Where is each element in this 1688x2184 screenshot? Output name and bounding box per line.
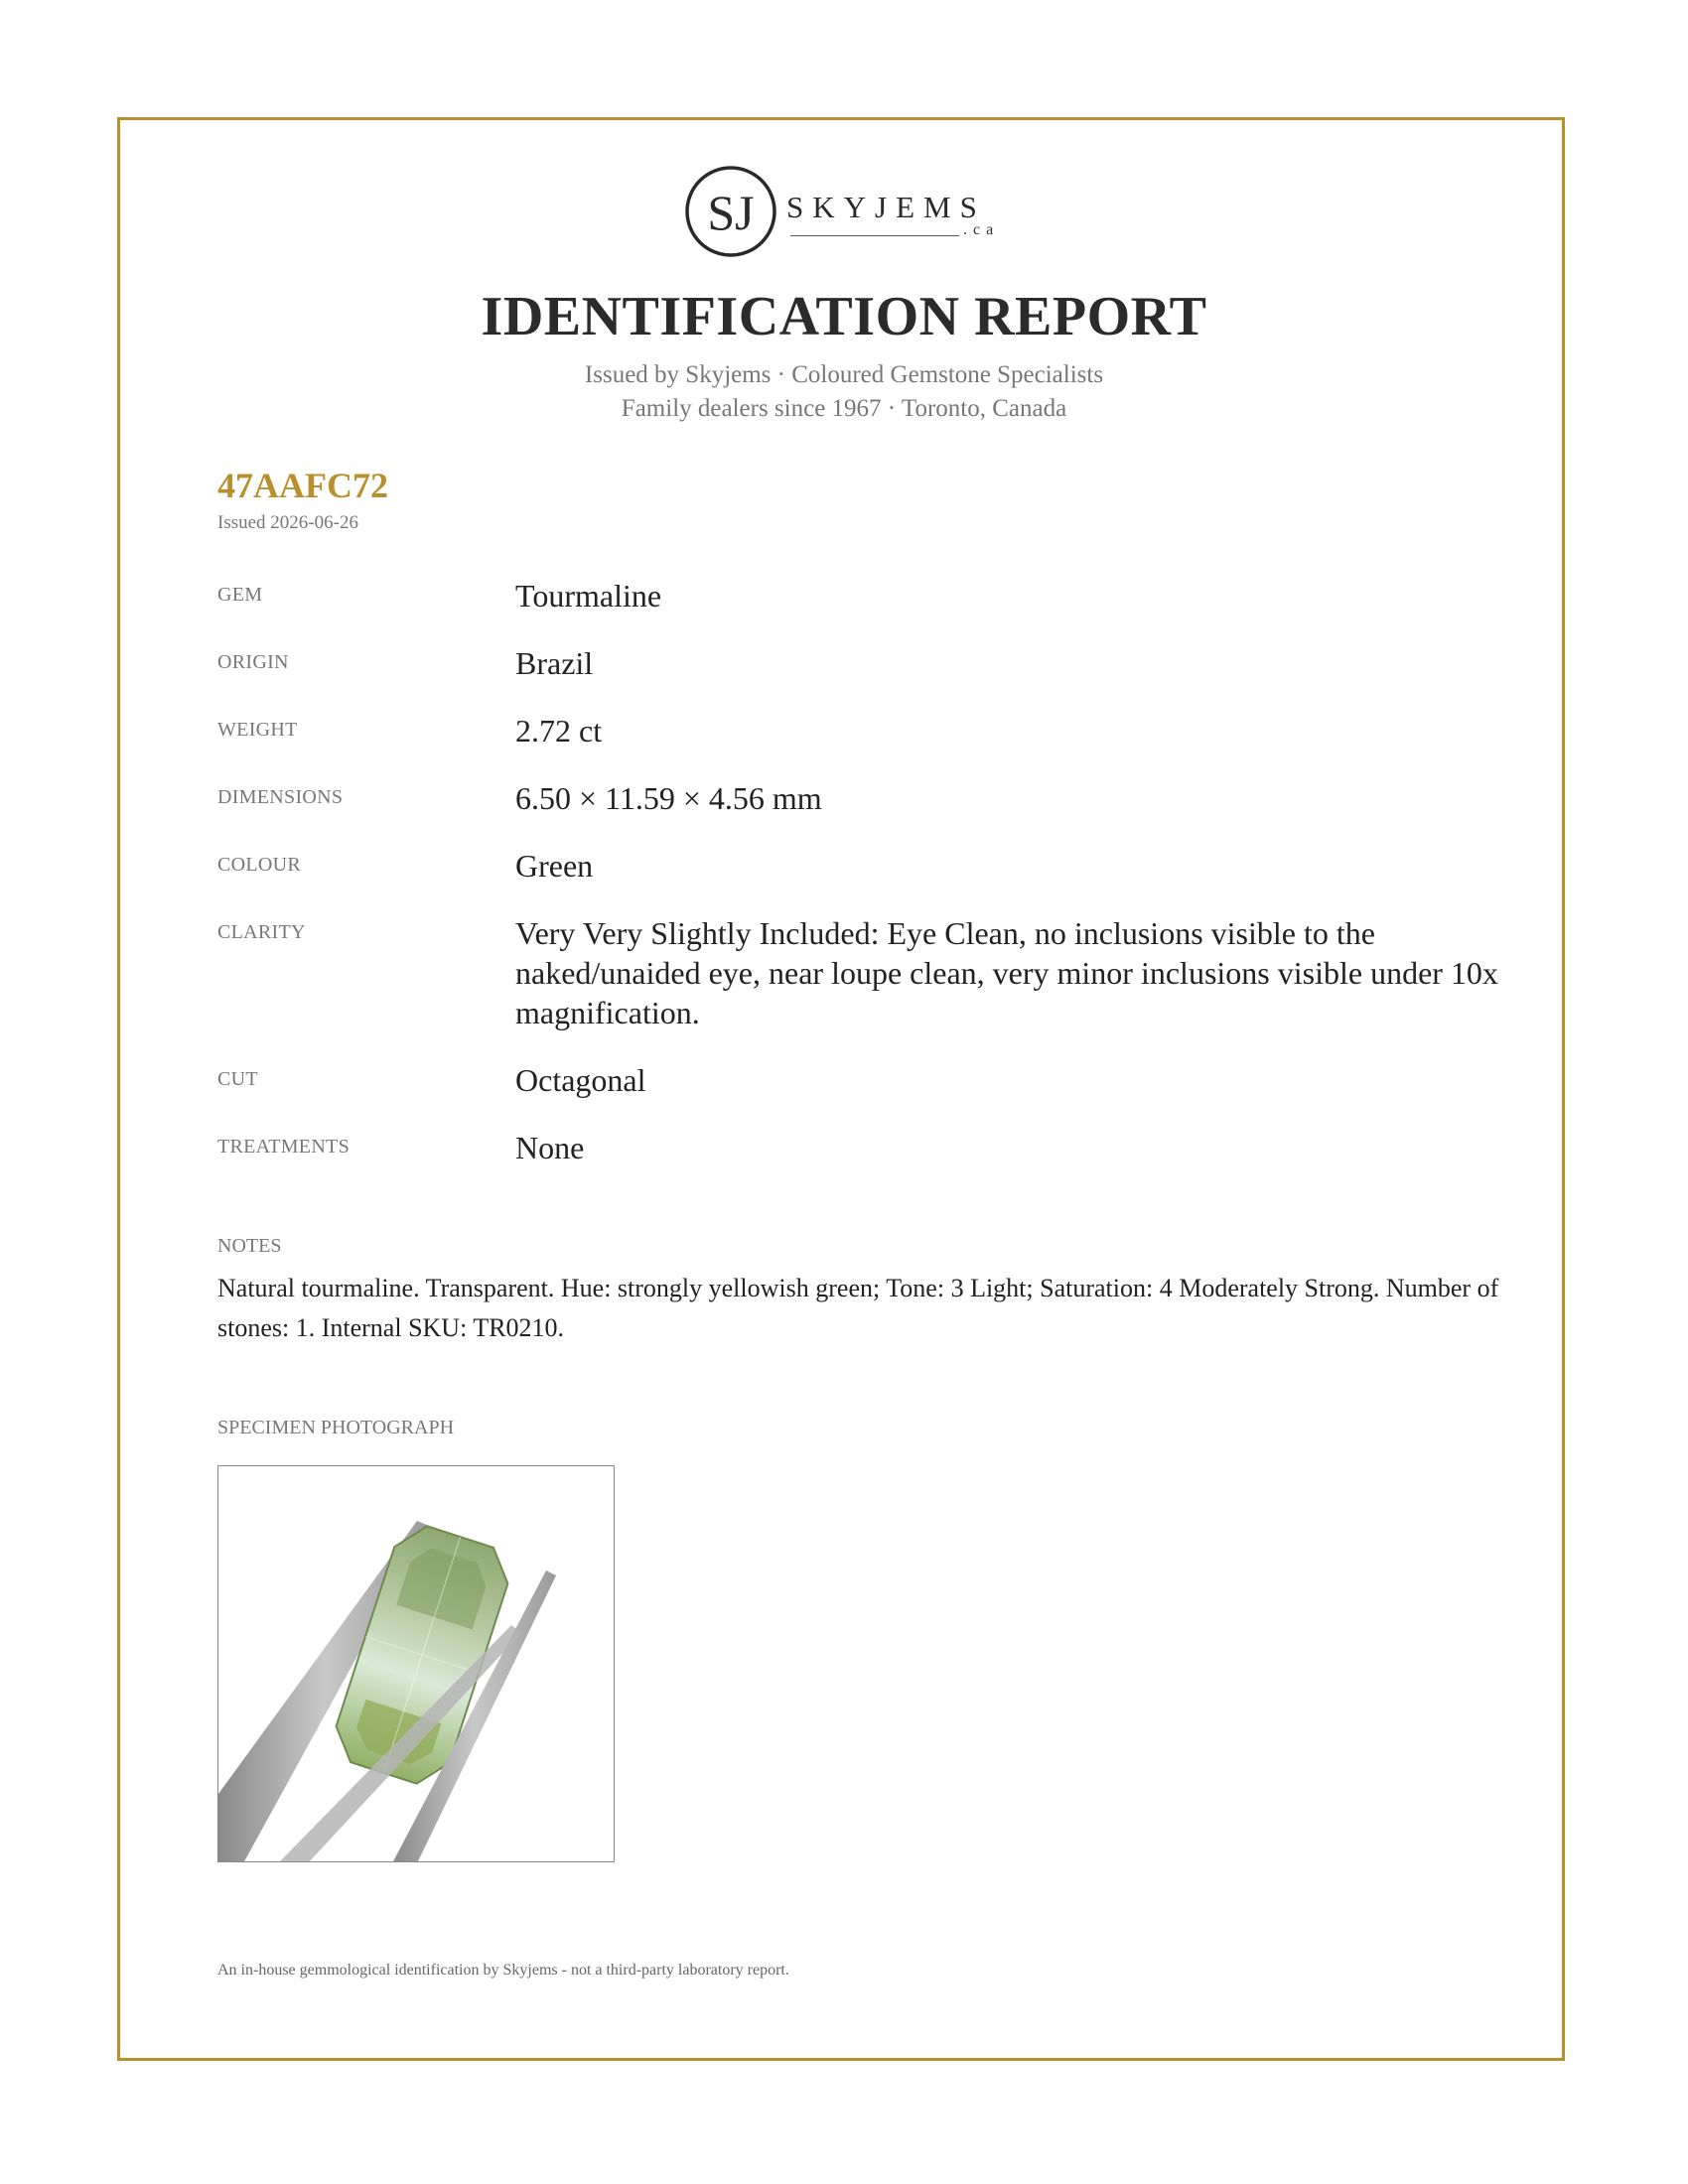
detail-value: Tourmaline xyxy=(515,578,662,614)
footer-disclaimer: An in-house gemmological identification by Skyjems - not a third-party laboratory report. xyxy=(217,1962,789,1979)
detail-label: GEM xyxy=(217,584,263,606)
detail-value: Green xyxy=(515,848,594,884)
detail-value: 2.72 ct xyxy=(515,713,603,749)
detail-label: CLARITY xyxy=(217,921,306,943)
notes-label: NOTES xyxy=(217,1235,282,1257)
detail-value: Octagonal xyxy=(515,1062,646,1098)
report-title: IDENTIFICATION REPORT xyxy=(481,286,1207,347)
detail-label: CUT xyxy=(217,1068,258,1090)
brand-divider xyxy=(790,235,959,236)
issued-date: Issued 2026-06-26 xyxy=(217,512,358,533)
detail-value: 6.50 × 11.59 × 4.56 mm xyxy=(515,780,822,816)
gem-in-tweezers-image xyxy=(218,1466,615,1862)
detail-value: Brazil xyxy=(515,645,594,681)
svg-text:SJ: SJ xyxy=(707,185,755,240)
skyjems-logo xyxy=(683,164,1011,263)
photo-label: SPECIMEN PHOTOGRAPH xyxy=(217,1417,455,1438)
detail-label: TREATMENTS xyxy=(217,1136,350,1158)
brand-tld: .ca xyxy=(963,221,1000,238)
report-subtitle-1: Issued by Skyjems · Coloured Gemstone Specialists xyxy=(584,361,1104,388)
sj-monogram-icon xyxy=(683,164,778,259)
detail-label: ORIGIN xyxy=(217,651,289,673)
brand-name: SKYJEMS xyxy=(786,190,986,224)
notes-text: Natural tourmaline. Transparent. Hue: strongly yellowish green; Tone: 3 Light; Saturation: 4 Moderately Strong. Number of stones: 1. Internal SKU: TR0210. xyxy=(217,1274,1499,1342)
detail-value: Very Very Slightly Included: Eye Clean, no inclusions visible to the naked/unaided eye, near loupe clean, very minor inclusions visible under 10x magnification. xyxy=(515,915,1498,1030)
report-subtitle-2: Family dealers since 1967 · Toronto, Canada xyxy=(621,395,1067,422)
detail-label: COLOUR xyxy=(217,854,302,876)
detail-value: None xyxy=(515,1130,585,1165)
detail-label: DIMENSIONS xyxy=(217,786,344,808)
report-id: 47AAFC72 xyxy=(217,466,388,505)
detail-label: WEIGHT xyxy=(217,719,298,741)
specimen-photograph xyxy=(217,1465,615,1862)
